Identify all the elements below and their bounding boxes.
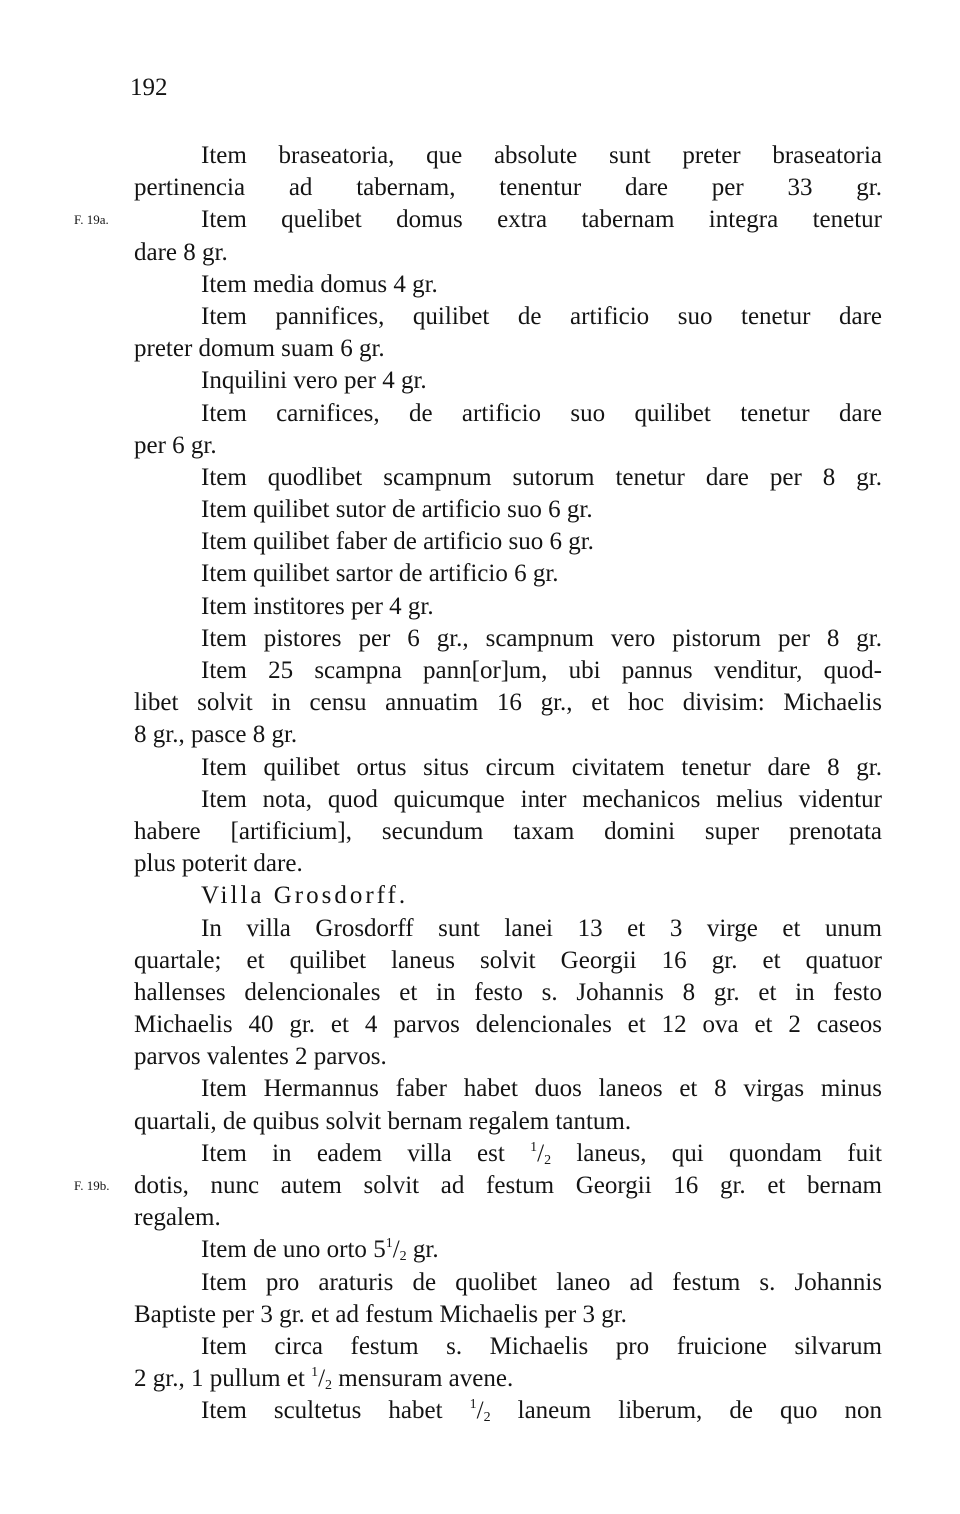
text-line: preter domum suam 6 gr. [134, 335, 385, 363]
text-line: Item nota, quod quicumque inter mechanicos melius videntur [201, 785, 882, 813]
text-line: Item media domus 4 gr. [201, 270, 438, 298]
text-line: Inquilini vero per 4 gr. [201, 367, 427, 395]
text-line: parvos valentes 2 parvos. [134, 1043, 387, 1071]
text-line: Item Hermannus faber habet duos laneos et 8 virgas minus [201, 1075, 882, 1103]
text-line: Item quilibet ortus situs circum civitatem tenetur dare 8 gr. [201, 753, 882, 781]
text-line: 8 gr., pasce 8 gr. [134, 721, 298, 749]
text-line: habere [artificium], secundum taxam domini super prenotata [134, 817, 882, 845]
fraction-half: $^1/_2$ [530, 1139, 552, 1168]
text-line: Item 25 scampna pann[or]um, ubi pannus venditur, quod- [201, 657, 882, 684]
text-line: Michaelis 40 gr. et 4 parvos delencionales et 12 ova et 2 caseos [134, 1011, 882, 1039]
text-line: Item institores per 4 gr. [201, 592, 434, 620]
text-line: Item circa festum s. Michaelis pro fruicione silvarum [201, 1332, 882, 1360]
text-line: Item quilibet sartor de artificio 6 gr. [201, 560, 559, 588]
fraction-half: $^1/_2$ [385, 1236, 407, 1265]
text-line: regalem. [134, 1204, 221, 1232]
text-line: hallenses delencionales et in festo s. Johannis 8 gr. et in festo [134, 978, 882, 1006]
page-number: 192 [130, 74, 168, 101]
text-line: pertinencia ad tabernam, tenentur dare per 33 gr. [134, 174, 882, 202]
text-line: Baptiste per 3 gr. et ad festum Michaelis per 3 gr. [134, 1300, 627, 1328]
text-line: quartali, de quibus solvit bernam regalem tantum. [134, 1107, 632, 1135]
text-line: F. 19b. dotis, nunc autem solvit ad festum Georgii 16 gr. et bernam [134, 1170, 882, 1202]
document-body [74, 140, 883, 1428]
text-line: Item braseatoria, que absolute sunt preter braseatoria [201, 142, 882, 169]
text-line: quartale; et quilibet laneus solvit Georgii 16 gr. et quatuor [134, 946, 882, 974]
folio-note-19b: F. 19b. [74, 1178, 110, 1193]
text-line: Item pannifices, quilibet de artificio suo tenetur dare [201, 302, 882, 330]
text-line: F. 19a. Item quelibet domus extra tabernam integra tenetur [134, 204, 882, 236]
text-line: Item pro araturis de quolibet laneo ad festum s. Johannis [201, 1268, 882, 1296]
text-line: plus poterit dare. [134, 850, 303, 878]
fraction-half: $^1/_2$ [311, 1365, 333, 1394]
fraction-half: $^1/_2$ [469, 1397, 491, 1426]
text-line: per 6 gr. [134, 431, 217, 459]
text-line: Item scultetus habet $^1/_2$ laneum liberum, de quo non [201, 1397, 883, 1426]
text-line: 2 gr., 1 pullum et $^1/_2$ mensuram avene. [134, 1365, 514, 1394]
folio-note-19a: F. 19a. [74, 212, 109, 228]
text-line: Item de uno orto $5^1/_2$ gr. [201, 1236, 439, 1265]
text-line: Item quilibet sutor de artificio suo 6 gr. [201, 496, 593, 524]
text-line: libet solvit in censu annuatim 16 gr., et hoc divisim: Michaelis [134, 689, 882, 717]
section-heading: Villa Grosdorff. [201, 882, 409, 910]
text-line: In villa Grosdorff sunt lanei 13 et 3 virge et unum [201, 914, 882, 942]
text-line: Item pistores per 6 gr., scampnum vero pistorum per 8 gr. [201, 624, 882, 652]
text-line: Item quilibet faber de artificio suo 6 gr. [201, 528, 594, 556]
text-line: Item quodlibet scampnum sutorum tenetur dare per 8 gr. [201, 463, 882, 491]
text-line: Item carnifices, de artificio suo quilibet tenetur dare [201, 399, 882, 427]
text-line: dare 8 gr. [134, 238, 228, 266]
text-line: Item in eadem villa est $^1/_2$ laneus, qui quondam fuit [201, 1139, 883, 1168]
